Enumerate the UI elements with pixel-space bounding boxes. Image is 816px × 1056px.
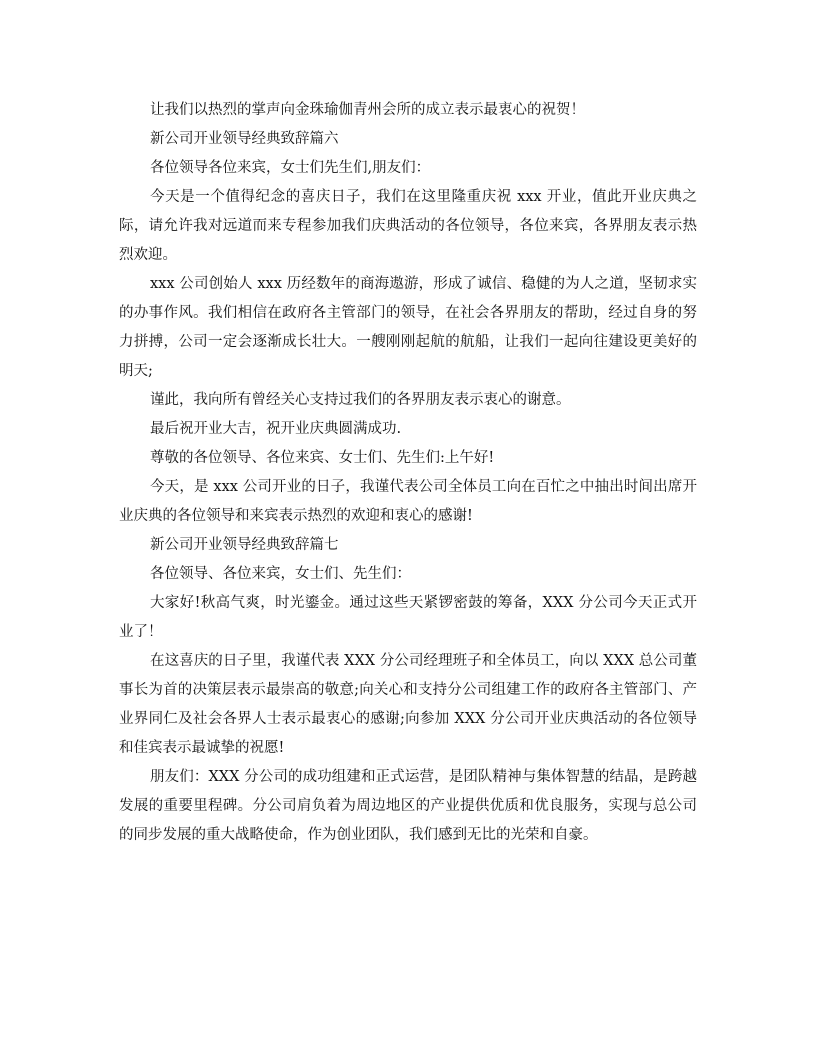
paragraph-respect: 在这喜庆的日子里，我谨代表 XXX 分公司经理班子和全体员工，向以 XXX 总公司董事长为首的决策层表示最崇高的敬意;向关心和支持分公司组建工作的政府各主管部门、产业界同仁及社会各界人士表示最衷心的感谢;向参加 XXX 分公司开业庆典活动的各位领导和佳宾表示最诚挚的祝愿! bbox=[119, 653, 697, 756]
paragraph-closing-blessing: 让我们以热烈的掌声向金珠瑜伽青州会所的成立表示最衷心的祝贺！ bbox=[150, 102, 585, 118]
paragraph-final-wish: 最后祝开业大吉，祝开业庆典圆满成功. bbox=[150, 421, 402, 437]
paragraph-opening-day: 今天，是 xxx 公司开业的日子，我谨代表公司全体员工向在百忙之中抽出时间出席开业庆典的各位领导和来宾表示热烈的欢迎和衷心的感谢! bbox=[119, 479, 697, 524]
paragraph-thanks: 谨此，我向所有曾经关心支持过我们的各界朋友表示衷心的谢意。 bbox=[150, 392, 571, 408]
paragraph-welcome: 今天是一个值得纪念的喜庆日子，我们在这里隆重庆祝 xxx 开业，值此开业庆典之际，请允许我对远道而来专程参加我们庆典活动的各位领导，各位来宾，各界朋友表示热烈欢迎。 bbox=[119, 189, 697, 263]
paragraph-hello: 大家好!秋高气爽，时光鎏金。通过这些天紧锣密鼓的筹备，XXX 分公司今天正式开业了！ bbox=[119, 595, 697, 640]
paragraph-friends: 朋友们：XXX 分公司的成功组建和正式运营，是团队精神与集体智慧的结晶，是跨越发展的重要里程碑。分公司肩负着为周边地区的产业提供优质和优良服务，实现与总公司的同步发展的重大战略使命，作为创业团队，我们感到无比的光荣和自豪。 bbox=[119, 769, 697, 843]
section-heading-seven: 新公司开业领导经典致辞篇七 bbox=[150, 537, 339, 553]
document-body bbox=[119, 96, 697, 850]
paragraph-founder: xxx 公司创始人 xxx 历经数年的商海遨游，形成了诚信、稳健的为人之道，坚韧求实的办事作风。我们相信在政府各主管部门的领导，在社会各界朋友的帮助，经过自身的努力拼搏，公司一定会逐渐成长壮大。一艘刚刚起航的航船，让我们一起向往建设更美好的明天; bbox=[119, 276, 697, 379]
paragraph-greeting-seven: 各位领导、各位来宾，女士们、先生们： bbox=[150, 566, 411, 582]
paragraph-greeting: 各位领导各位来宾，女士们先生们,朋友们： bbox=[150, 160, 431, 176]
paragraph-salutation: 尊敬的各位领导、各位来宾、女士们、先生们:上午好! bbox=[150, 450, 495, 466]
section-heading-six: 新公司开业领导经典致辞篇六 bbox=[150, 131, 339, 147]
